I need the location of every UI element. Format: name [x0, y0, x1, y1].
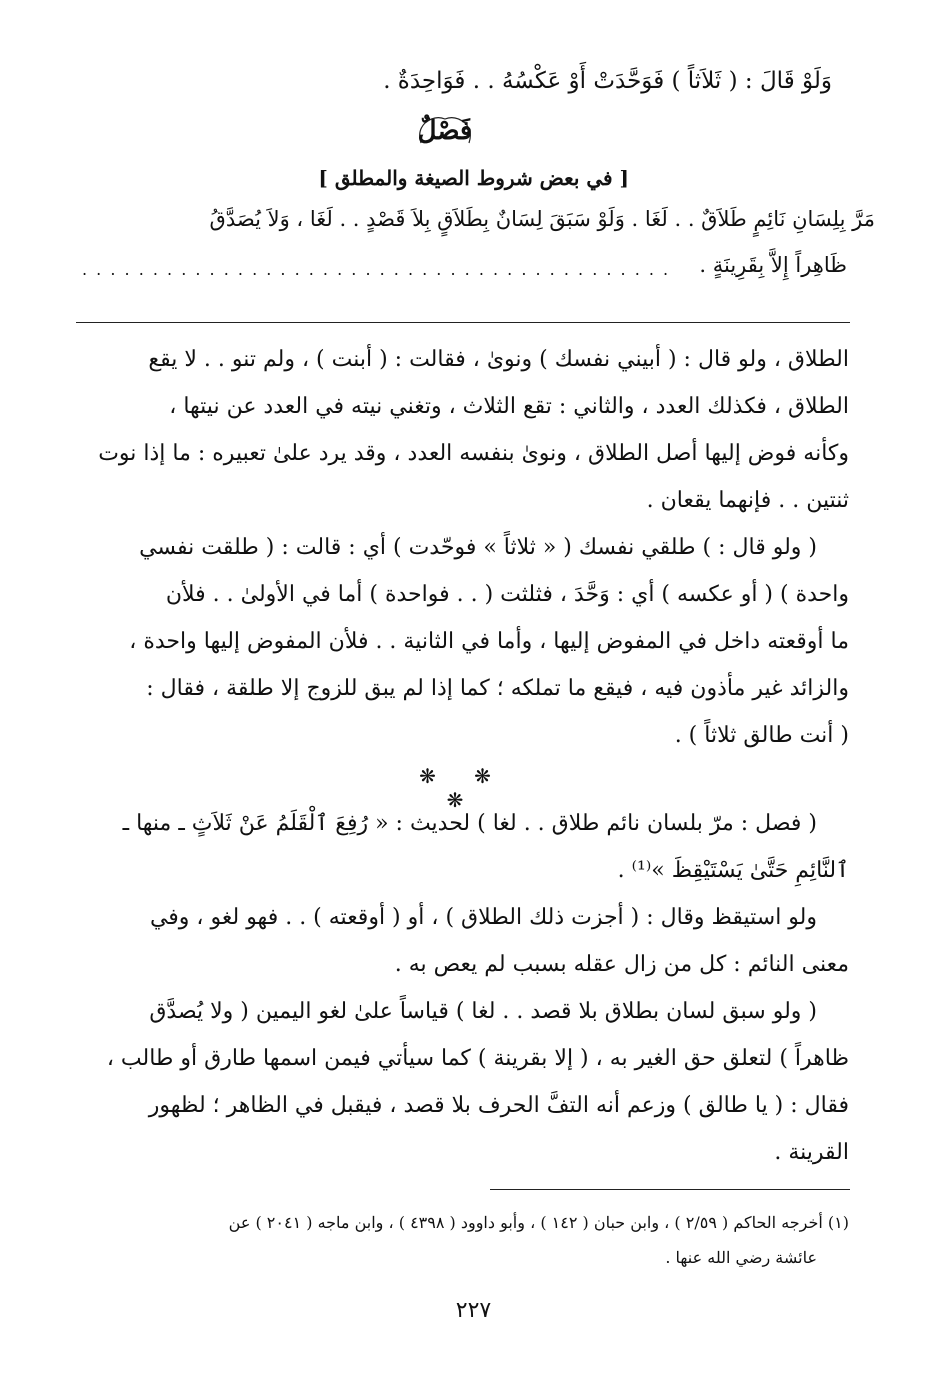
sharh-p4-line-2: معنى النائم : كل من زال عقله بسبب لم يعص به .	[394, 952, 849, 977]
sharh-p1-line-4: ثنتين . . فإنهما يقعان .	[646, 488, 849, 513]
fasl-ornament	[415, 113, 475, 149]
section-title: [ في بعض شروط الصيغة والمطلق ]	[318, 166, 629, 190]
fasl-heading: فَصْلٌ	[417, 116, 473, 146]
section-separator-stars: ❋ ❋ ❋	[419, 764, 507, 812]
sharh-p5-line-4: القرينة .	[774, 1140, 849, 1165]
footnote-line-2: عائشة رضي الله عنها .	[665, 1248, 817, 1267]
matn-line-1: وَلَوْ قَالَ : ( ثَلاَثاً ) فَوَحَّدَتْ أَوْ عَكْسُهُ . . فَوَاحِدَةٌ .	[383, 68, 832, 94]
sharh-p1-line-1: الطلاق ، ولو قال : ( أبيني نفسك ) ونوىٰ ، فقالت : ( أبنت ) ، ولم تنو . . لا يقع	[148, 347, 849, 372]
sharh-p2-line-4: والزائد غير مأذون فيه ، فيقع ما تملكه ؛ كما إذا لم يبق للزوج إلا طلقة ، فقال :	[146, 676, 849, 701]
sharh-p3-line-2: ٱلنَّائِمِ حَتَّىٰ يَسْتَيْقِظَ »⁽¹⁾ .	[617, 858, 849, 883]
matn-ellipsis: . . . . . . . . . . . . . . . . . . . . . . . . . . . . . . . . . . . . . . . . . .	[82, 260, 671, 279]
page-number: ٢٢٧	[455, 1298, 492, 1323]
sharh-p2-line-3: ما أوقعته داخل في المفوض إليها ، وأما في الثانية . . فلأن المفوض إليها واحدة ،	[129, 629, 849, 654]
matn-line-2: مَرَّ بِلِسَانِ نَائِمٍ طَلاَقٌ . . لَغَا . وَلَوْ سَبَقَ لِسَانٌ بِطَلاَقٍ بِلاَ قَصْدٍ . . لَغَا ، وَلاَ يُصَدَّقُ	[209, 207, 875, 231]
sharh-p3-line-1: ( فصل : مرّ بلسان نائم طلاق . . لغا ) لحديث : « رُفِعَ ٱلْقَلَمُ عَنْ ثَلاَثٍ ـ منها ـ	[122, 811, 817, 836]
sharh-p5-line-3: فقال : ( يا طالق ) وزعم أنه التفَّ الحرف بلا قصد ، فيقبل في الظاهر ؛ لظهور	[148, 1093, 849, 1118]
matn-line-3: ظَاهِراً إِلاَّ بِقَرِينَةٍ .	[699, 253, 847, 277]
sharh-p2-line-5: ( أنت طالق ثلاثاً ) .	[674, 723, 849, 748]
sharh-p5-line-1: ( ولو سبق لسان بطلاق بلا قصد . . لغا ) قياساً علىٰ لغو اليمين ( ولا يُصدَّق	[149, 999, 817, 1024]
matn-divider	[76, 322, 850, 323]
sharh-p1-line-3: وكأنه فوض إليها أصل الطلاق ، ونوىٰ بنفسه العدد ، وقد يرد علىٰ تعبيره : ما إذا نوت	[98, 441, 849, 466]
sharh-p4-line-1: ولو استيقظ وقال : ( أجزت ذلك الطلاق ) ، أو ( أوقعته ) . . فهو لغو ، وفي	[149, 905, 817, 930]
sharh-p1-line-2: الطلاق ، فكذلك العدد ، والثاني : تقع الثلاث ، وتغني نيته في العدد عن نيتها ،	[169, 394, 849, 419]
sharh-p2-line-2: واحدة ) ( أو عكسه ) أي : وَحَّدَ ، فثلثت ( . . فواحدة ) أما في الأولىٰ . . فلأن	[165, 582, 849, 607]
sharh-p2-line-1: ( ولو قال : ) طلقي نفسك ( « ثلاثاً » فوحّدت ) أي : قالت : ( طلقت نفسي	[139, 535, 817, 560]
footnote-divider	[490, 1189, 850, 1190]
footnote-line-1: (١) أخرجه الحاكم ( ٢/٥٩ ) ، وابن حبان ( ١٤٢ ) ، وأبو داوود ( ٤٣٩٨ ) ، وابن ماجه ( ٢٠٤١ ) عن	[228, 1213, 849, 1232]
sharh-p5-line-2: ظاهراً ) لتعلق حق الغير به ، ( إلا بقرينة ) كما سيأتي فيمن اسمها طارق أو طالب ،	[106, 1046, 849, 1071]
